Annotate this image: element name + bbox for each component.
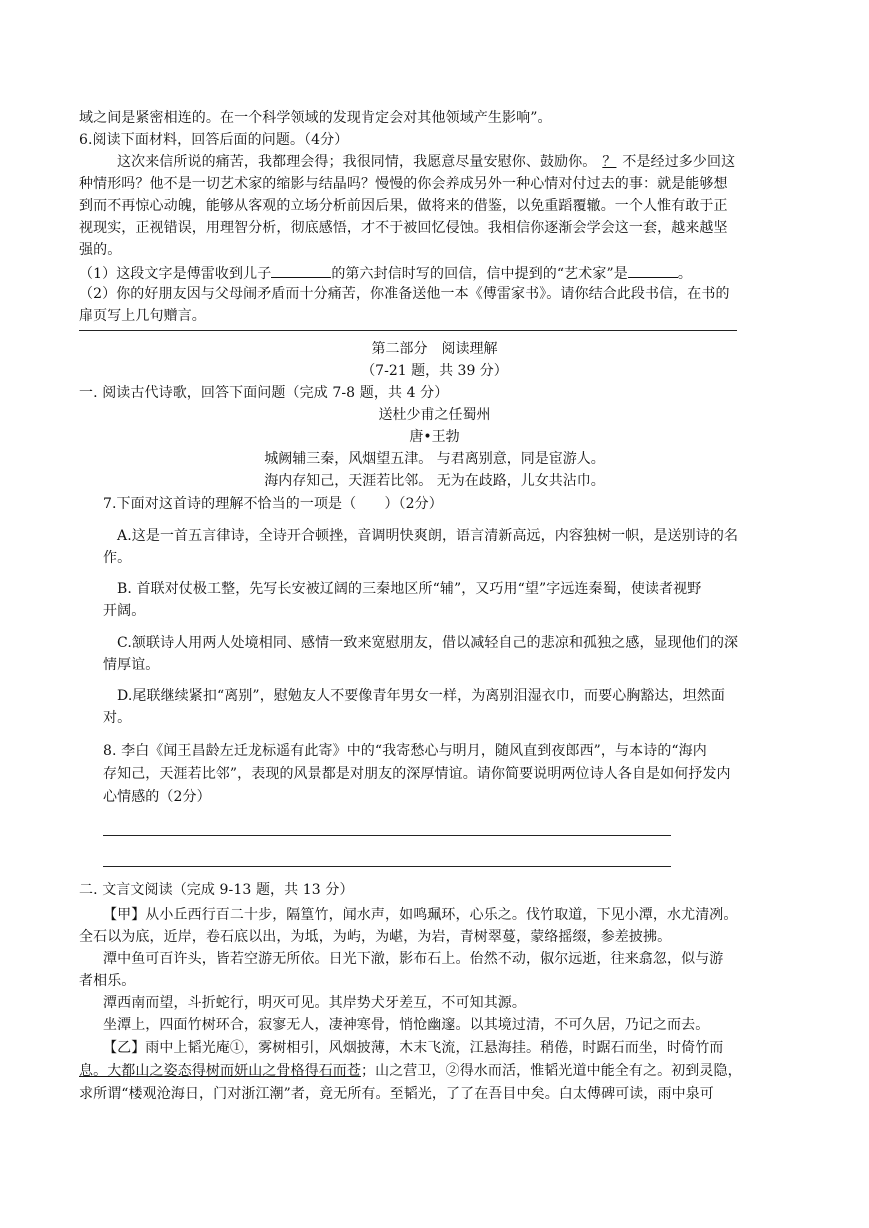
q6-passage-blank[interactable]: ？ [602,154,617,170]
q6-passage-line: 种情形吗？他不是一切艺术家的缩影与结晶吗？慢慢的你会养成另外一种心情对付过去的事：就是能够想 [79,176,728,192]
passage-jia-line: 者相乐。 [79,973,136,989]
q7-option-b[interactable]: B. 首联对仗极工整，先写长安被辽阔的三秦地区所“辅”，又巧用“望”字远连秦蜀，使读者视野 [117,581,702,597]
q8-stem: 8. 李白《闻王昌龄左迁龙标遥有此寄》中的“我寄愁心与明月，随风直到夜郎西”，与本诗的“海内 [103,743,707,759]
answer-line[interactable] [103,835,671,836]
q6-sub1: （1）这段文字是傅雷收到儿子 的第六封信时写的回信，信中提到的“艺术家”是 。 [79,262,692,284]
passage-yi-line: 【乙】雨中上韬光庵①，雾树相引，风烟披薄，木末飞流，江悬海挂。稍倦，时踞石而坐，时倚竹而 [103,1040,724,1056]
q7-option-a[interactable]: 作。 [103,550,132,566]
section2-heading: 二. 文言文阅读（完成 9-13 题，共 13 分） [79,882,354,898]
q7-stem: 7.下面对这首诗的理解不恰当的一项是（ ）（2分） [103,496,443,512]
section1-heading: 一. 阅读古代诗歌，回答下面问题（完成 7-8 题，共 4 分） [79,385,449,401]
q7-option-b[interactable]: 开阔。 [103,603,146,619]
passage-yi-line: 求所谓“楼观沧海日，门对浙江潮”者，竟无所有。至韬光，了了在吾目中矣。白太傅碑可读，雨中泉可 [79,1086,714,1102]
q6-sub2: 扉页写上几句赠言。 [79,308,206,324]
poem-title: 送杜少甫之任蜀州 [378,407,491,423]
answer-line[interactable] [79,330,737,331]
q6-title: 6.阅读下面材料，回答后面的问题。（4分） [79,132,349,148]
passage-jia-line: 坐潭上，四面竹树环合，寂寥无人，凄神寒骨，悄怆幽邃。以其境过清，不可久居，乃记之而去。 [103,1017,710,1033]
q6-passage-line: 强的。 [79,242,122,258]
q6-sub2: （2）你的好朋友因与父母闹矛盾而十分痛苦，你准备送他一本《傅雷家书》。请你结合此段书信，在书的 [79,286,730,302]
q8-stem: 存知己，天涯若比邻”，表现的风景都是对朋友的深厚情谊。请你简要说明两位诗人各自是如何抒发内 [103,766,731,782]
part2-title: 第二部分 阅读理解 [371,341,498,357]
q6-passage-line: 到而不再惊心动魄，能够从客观的立场分析前因后果，做将来的借鉴，以免重蹈覆辙。一个人惟有敢于正 [79,198,728,214]
passage-jia-line: 潭西南而望，斗折蛇行，明灭可见。其岸势犬牙差互，不可知其源。 [103,995,526,1011]
passage-jia-line: 潭中鱼可百许头，皆若空游无所依。日光下澈，影布石上。佁然不动，俶尔远逝，往来翕忽，似与游 [103,951,724,967]
poem-line: 海内存知己，天涯若比邻。 无为在歧路，儿女共沾巾。 [264,473,605,489]
q7-option-d[interactable]: 对。 [103,710,132,726]
underlined-sentence: 息。大都山之姿态得树而妍山之骨格得石而苍 [79,1063,361,1079]
q8-stem: 心情感的（2分） [103,789,211,805]
answer-line[interactable] [103,866,671,867]
part2-subtitle: （7-21 题，共 39 分） [361,363,508,379]
q7-option-c[interactable]: C.颔联诗人用两人处境相同、感情一致来宽慰朋友，借以减轻自己的悲凉和孤独之感，显现他们的深 [117,635,739,651]
q5-ending: 域之间是紧密相连的。在一个科学领域的发现肯定会对其他领域产生影响”。 [79,110,552,126]
q7-option-c[interactable]: 情厚谊。 [103,657,160,673]
answer-blank[interactable] [271,262,331,278]
passage-yi-line: 息。大都山之姿态得树而妍山之骨格得石而苍；山之营卫，②得水而活，惟韬光道中能全有之。初到灵隐， [79,1063,742,1079]
answer-blank[interactable] [628,262,678,278]
passage-jia-line: 全石以为底，近岸，卷石底以出，为坻，为屿，为嵁，为岩，青树翠蔓，蒙络摇缀，参差披拂。 [79,929,672,945]
q6-passage-line: 视现实，正视错误，用理智分析，彻底感悟，才不于被回忆侵蚀。我相信你逐渐会学会这一套，越来越坚 [79,220,728,236]
q7-option-a[interactable]: A.这是一首五言律诗，全诗开合顿挫，音调明快爽朗，语言清新高远，内容独树一帜，是送别诗的名 [117,528,739,544]
q6-passage-line: 这次来信所说的痛苦，我都理会得；我很同情，我愿意尽量安慰你、鼓励你。 ？ 不是经过多少回这 [117,154,736,170]
q7-option-d[interactable]: D.尾联继续紧扣“离别”，慰勉友人不要像青年男女一样，为离别泪湿衣巾，而要心胸豁达，坦然面 [117,688,725,704]
poem-author: 唐•王勃 [409,429,460,445]
passage-jia-line: 【甲】从小丘西行百二十步，隔篁竹，闻水声，如鸣珮环，心乐之。伐竹取道，下见小潭，水尤清冽。 [103,907,738,923]
poem-line: 城阙辅三秦，风烟望五津。 与君离别意，同是宦游人。 [264,451,605,467]
